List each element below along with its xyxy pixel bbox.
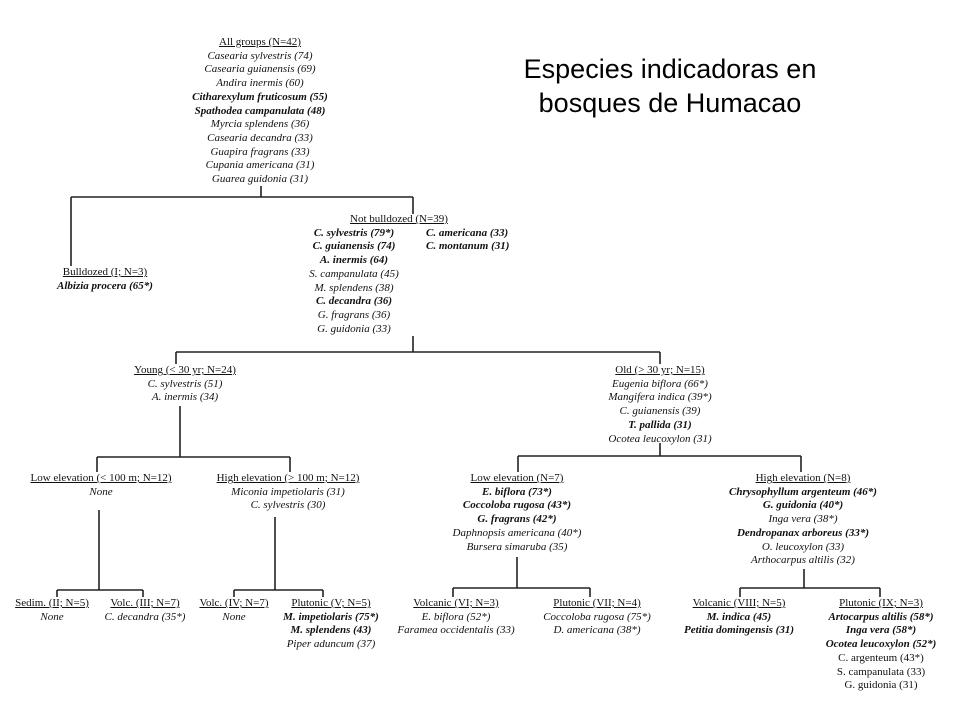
- species-line: Chrysophyllum argenteum (46*): [729, 485, 877, 498]
- node-header: Plutonic (V; N=5): [291, 597, 371, 609]
- species-line: C. sylvestris (51): [147, 377, 223, 390]
- species-line: G. fragrans (36): [317, 308, 391, 321]
- node-header: Plutonic (VII; N=4): [553, 597, 641, 609]
- species-line: None: [40, 610, 64, 623]
- species-line: Coccoloba rugosa (43*): [462, 499, 572, 512]
- species-line: S. campanulata (33): [836, 665, 926, 678]
- species-line: Faramea occidentalis (33): [397, 624, 515, 637]
- node-young-high-elevation: [196, 472, 380, 513]
- species-line: A. inermis (64): [319, 254, 389, 267]
- species-line: None: [222, 610, 246, 623]
- species-line: Casearia guianensis (69): [204, 63, 316, 76]
- species-line: Miconia impetiolaris (31): [231, 485, 345, 498]
- species-line: Piper aduncum (37): [286, 638, 376, 651]
- node-header: High elevation (> 100 m; N=12): [216, 472, 360, 484]
- species-line: Myrcia splendens (36): [210, 118, 310, 131]
- species-line: G. guidonia (40*): [762, 499, 844, 512]
- node-header: Volcanic (VIII; N=5): [692, 597, 786, 609]
- species-line: E. biflora (52*): [421, 610, 491, 623]
- species-line: Guapira fragrans (33): [210, 145, 310, 158]
- species-line: C. decandra (36): [315, 295, 393, 308]
- species-line: Daphnopsis americana (40*): [452, 526, 582, 539]
- node-header: Old (> 30 yr; N=15): [615, 364, 705, 376]
- node-all-groups: [160, 36, 360, 187]
- species-line: Spathodea campanulata (48): [194, 104, 326, 117]
- node-old-low-elevation: [442, 472, 592, 554]
- species-line: C. sylvestris (30): [250, 499, 326, 512]
- species-line: D. americana (38*): [553, 624, 641, 637]
- species-line: Mangifera indica (39*): [608, 391, 712, 404]
- node-header: Volcanic (VI; N=3): [413, 597, 499, 609]
- node-header: Sedim. (II; N=5): [15, 597, 89, 609]
- species-line: C. guianensis (74): [312, 240, 396, 253]
- node-sedim-ii: [6, 597, 98, 624]
- species-line: None: [89, 485, 113, 498]
- species-line: Albizia procera (65*): [57, 279, 153, 292]
- node-header: Low elevation (N=7): [470, 472, 564, 484]
- species-line: O. leucoxylon (33): [761, 540, 845, 553]
- species-line: Dendropanax arboreus (33*): [736, 526, 869, 539]
- node-plutonic-ix: [806, 597, 956, 693]
- node-volcanic-vi: [396, 597, 516, 638]
- node-volc-iv: [190, 597, 278, 624]
- species-line: Ocotea leucoxylon (52*): [825, 638, 937, 651]
- species-line: Petitia domingensis (31): [684, 624, 794, 637]
- species-line: Cupania americana (31): [205, 159, 315, 172]
- node-volc-iii: [96, 597, 194, 624]
- species-line: G. fragrans (42*): [477, 513, 557, 526]
- species-line: C. guianensis (39): [619, 405, 701, 418]
- node-young-low-elevation: [12, 472, 190, 499]
- node-plutonic-v: [266, 597, 396, 652]
- node-header: Volc. (III; N=7): [110, 597, 180, 609]
- node-volcanic-viii: [668, 597, 810, 638]
- node-old: [570, 364, 750, 446]
- node-header: High elevation (N=8): [755, 472, 851, 484]
- species-line: Guarea guidonia (31): [211, 173, 309, 186]
- node-bulldozed: [20, 266, 190, 293]
- species-line: Bursera simaruba (35): [466, 540, 568, 553]
- species-line: C. argenteum (43*): [838, 651, 924, 664]
- node-header: Not bulldozed (N=39): [350, 213, 448, 225]
- species-line: M. splendens (38): [314, 281, 394, 294]
- node-header: Young (< 30 yr; N=24): [134, 364, 236, 376]
- species-line: Ocotea leucoxylon (31): [608, 432, 712, 445]
- species-line: G. guidonia (31): [844, 679, 918, 692]
- species-line: Andira inermis (60): [216, 77, 304, 90]
- species-line: C. americana (33): [426, 226, 509, 239]
- node-young: [110, 364, 260, 405]
- species-line: Inga vera (58*): [845, 624, 917, 637]
- title-line-1: Especies indicadoras en: [523, 54, 817, 84]
- species-line: C. sylvestris (79*): [313, 226, 395, 239]
- species-columns: [290, 227, 540, 337]
- node-header: Bulldozed (I; N=3): [62, 266, 148, 278]
- species-line: M. splendens (43): [290, 624, 372, 637]
- species-line: Inga vera (38*): [768, 513, 838, 526]
- species-line: C. montanum (31): [426, 240, 510, 253]
- species-line: Eugenia biflora (66*): [612, 377, 708, 390]
- species-line: Coccoloba rugosa (75*): [543, 610, 651, 623]
- node-plutonic-vii: [540, 597, 654, 638]
- node-old-high-elevation: [700, 472, 906, 568]
- title-line-2: bosques de Humacao: [538, 88, 802, 118]
- species-line: Casearia decandra (33): [207, 131, 313, 144]
- species-line: E. biflora (73*): [482, 485, 552, 498]
- species-line: C. decandra (35*): [104, 610, 186, 623]
- node-header: Low elevation (< 100 m; N=12): [30, 472, 172, 484]
- species-line: Artocarpus altilis (58*): [828, 610, 934, 623]
- node-header: Volc. (IV; N=7): [199, 597, 269, 609]
- species-line: Citharexylum fruticosum (55): [192, 90, 328, 103]
- species-line: M. indica (45): [706, 610, 772, 623]
- species-line: A. inermis (34): [151, 391, 219, 404]
- node-header: All groups (N=42): [219, 36, 301, 48]
- species-line: T. pallida (31): [628, 418, 692, 431]
- species-line: S. campanulata (45): [309, 267, 399, 280]
- node-not-bulldozed: [290, 213, 540, 336]
- node-header: Plutonic (IX; N=3): [839, 597, 923, 609]
- species-column-left: [290, 227, 418, 337]
- species-line: Casearia sylvestris (74): [207, 49, 313, 62]
- species-line: Arthocarpus altilis (32): [751, 554, 855, 567]
- species-line: G. guidonia (33): [317, 322, 391, 335]
- species-line: M. impetiolaris (75*): [283, 610, 379, 623]
- species-column-right: [426, 227, 509, 337]
